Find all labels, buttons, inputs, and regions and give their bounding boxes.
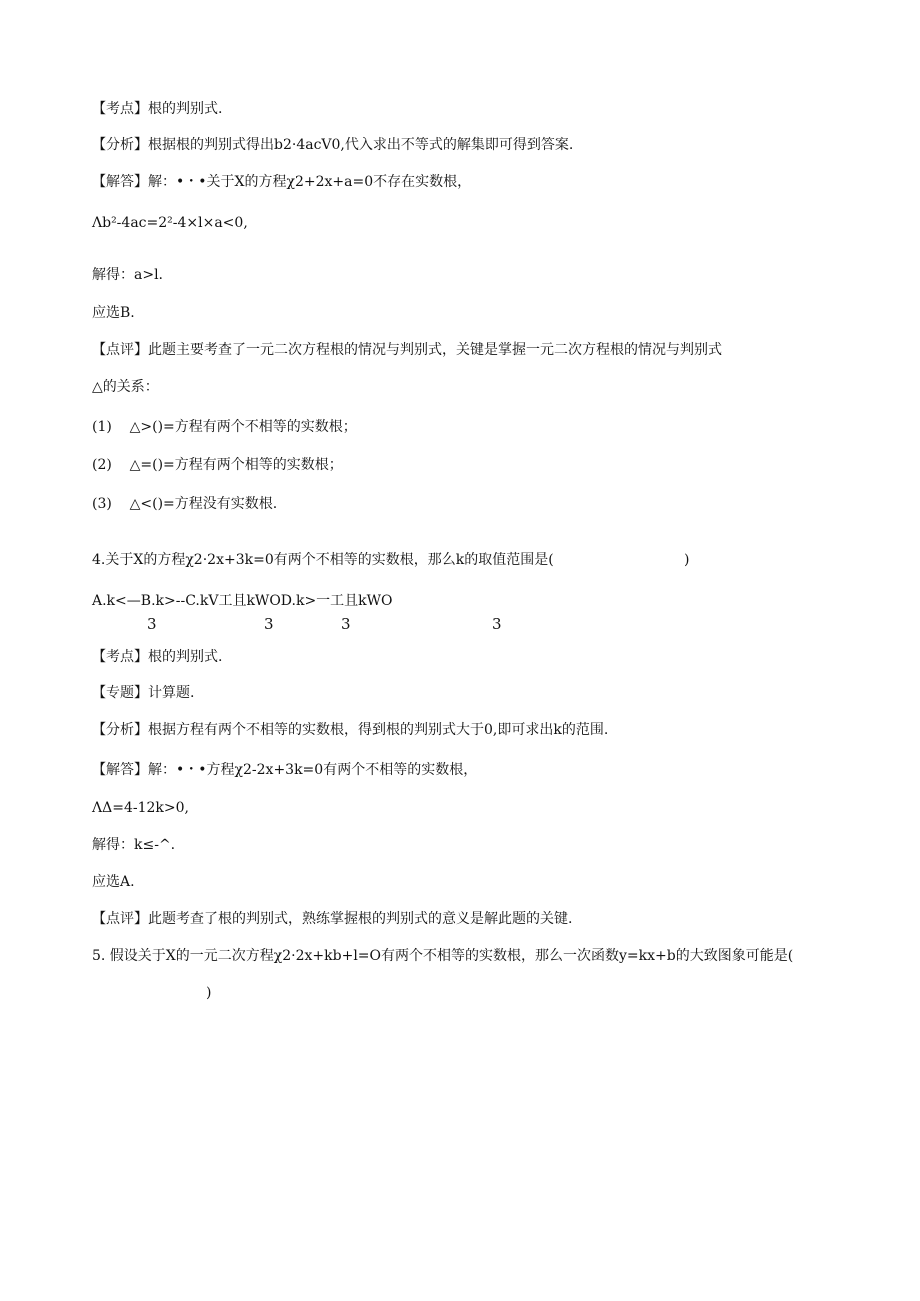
question-5-close-paren: ): [206, 985, 212, 1001]
question-4-options: A.k<—B.k>--C.kV工且kWOD.k>一工且kWO: [92, 593, 393, 609]
fraction-denominator: 3: [264, 615, 274, 633]
line-14: 【考点】根的判别式.: [92, 649, 223, 665]
fraction-denominator: 3: [341, 615, 351, 633]
fraction-denominator: 3: [492, 615, 502, 633]
line-9: (1) △>()=方程有两个不相等的实数根；: [92, 419, 357, 435]
question-4: 4.关于X的方程χ2·2x+3k=0有两个不相等的实数根，那么k的取值范围是(: [92, 552, 554, 568]
line-10: (2) △=()=方程有两个相等的实数根；: [92, 457, 343, 473]
line-4: Λb²-4ac=2²-4×l×a<0,: [92, 215, 248, 231]
line-16: 【分析】根据方程有两个不相等的实数根，得到根的判别式大于0,即可求出k的范围.: [92, 722, 609, 738]
line-15: 【专题】计算题.: [92, 685, 195, 701]
line-21: 【点评】此题考查了根的判别式，熟练掌握根的判别式的意义是解此题的关键.: [92, 911, 573, 927]
line-19: 解得：k≤-^.: [92, 837, 176, 853]
line-2: 【分析】根据根的判别式得出b2·4acV0,代入求出不等式的解集即可得到答案.: [92, 137, 574, 153]
line-11: (3) △<()=方程没有实数根.: [92, 496, 278, 512]
line-17: 【解答】解：•・•方程χ2-2x+3k=0有两个不相等的实数根，: [92, 762, 478, 778]
line-7: 【点评】此题主要考查了一元二次方程根的情况与判别式，关键是掌握一元二次方程根的情况与判别式: [92, 342, 722, 358]
line-18: ΛΔ=4-12k>0,: [92, 800, 189, 816]
line-5: 解得：a>l.: [92, 267, 164, 283]
line-6: 应选B.: [92, 305, 135, 321]
question-5: 5. 假设关于X的一元二次方程χ2·2x+kb+l=O有两个不相等的实数根，那么一次函数y=kx+b的大致图象可能是(: [92, 948, 794, 964]
line-20: 应选A.: [92, 874, 135, 890]
line-1: 【考点】根的判别式.: [92, 101, 223, 117]
line-3: 【解答】解：•・•关于X的方程χ2+2x+a=0不存在实数根，: [92, 174, 472, 190]
question-4-close-paren: ): [684, 552, 690, 568]
fraction-denominator: 3: [147, 615, 157, 633]
line-8: △的关系：: [92, 379, 159, 395]
